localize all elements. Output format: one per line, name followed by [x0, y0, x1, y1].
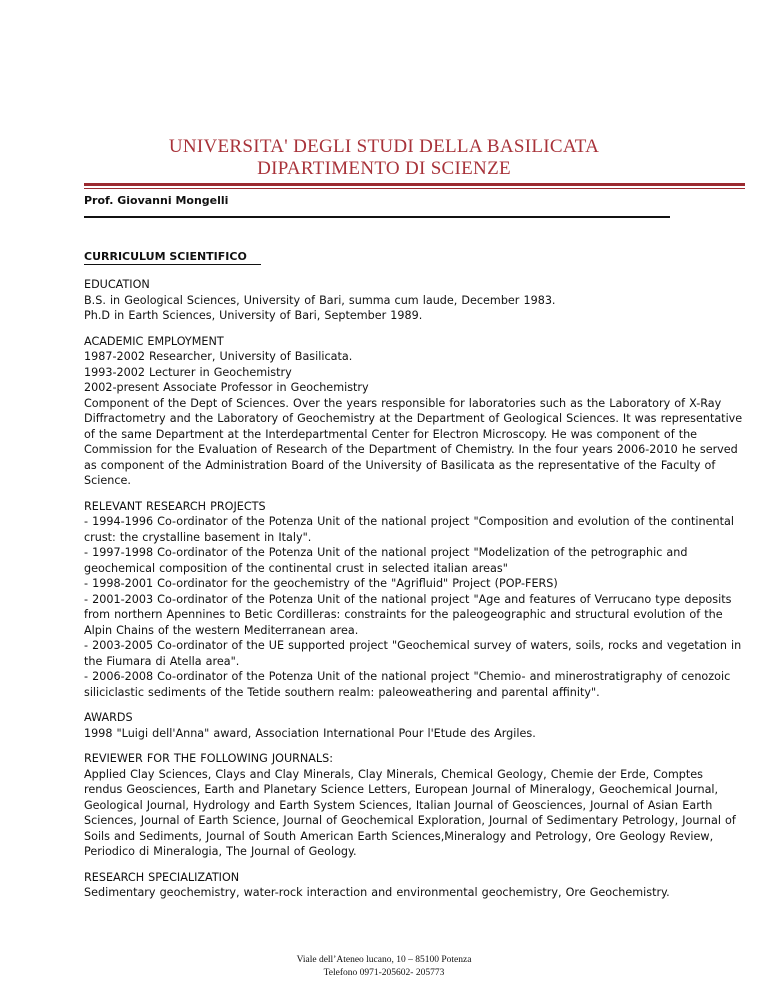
specialization-heading: RESEARCH SPECIALIZATION [84, 870, 240, 884]
education-heading: EDUCATION [84, 278, 150, 291]
project-item: - 1994-1996 Co-ordinator of the Potenza Unit of the national project "Composition and evolution of the continental crust: the crystalline basement in Italy". [84, 515, 734, 544]
author-name: Prof. Giovanni Mongelli [84, 194, 229, 207]
department-name: DIPARTIMENTO DI SCIENZE [257, 158, 511, 179]
award-line: 1998 "Luigi dell'Anna" award, Association International Pour l'Etude des Argiles. [84, 726, 536, 740]
section-title: CURRICULUM SCIENTIFICO [84, 250, 261, 265]
employment-heading: ACADEMIC EMPLOYMENT [84, 334, 224, 348]
employment-section [84, 334, 744, 489]
education-line: B.S. in Geological Sciences, University of Bari, summa cum laude, December 1983. [84, 293, 556, 307]
header-rule-thin [84, 188, 745, 189]
employment-line: 2002-present Associate Professor in Geochemistry [84, 381, 369, 394]
header-rule-thick [84, 183, 745, 186]
reviewer-heading: REVIEWER FOR THE FOLLOWING JOURNALS: [84, 752, 334, 765]
project-item: - 1998-2001 Co-ordinator for the geochemistry of the "Agrifluid" Project (POP-FERS) [84, 577, 558, 590]
footer-address: Viale dell’Ateneo lucano, 10 – 85100 Potenza [296, 955, 472, 965]
employment-line: 1987-2002 Researcher, University of Basilicata. [84, 350, 353, 363]
education-section [84, 277, 744, 324]
cv-content [84, 277, 744, 911]
project-item: - 2001-2003 Co-ordinator of the Potenza Unit of the national project "Age and features of Verrucano type deposits from northern Apennines to Betic Cordilleras: constraints for the paleogeographic and structural evolution of the Alpin Chains of the western Mediterranean area. [84, 592, 732, 637]
employment-paragraph: Component of the Dept of Sciences. Over the years responsible for laboratories such as the Laboratory of X-Ray Diffractometry and the Laboratory of Geochemistry at the Department of Geological Sciences. It was representative of the same Department at the Interdepartmental Center for Electron Microscopy. He was component of the Commission for the Evaluation of Research of the Department of Chemistry. In the four years 2006-2010 he served as component of the Administration Board of the University of Basilicata as the representative of the Faculty of Science. [84, 396, 743, 487]
projects-section [84, 499, 744, 701]
awards-section [84, 710, 744, 741]
footer-phone: Telefono 0971-205602- 205773 [323, 968, 445, 978]
awards-heading: AWARDS [84, 711, 133, 724]
reviewer-section [84, 751, 744, 860]
projects-heading: RELEVANT RESEARCH PROJECTS [84, 499, 266, 513]
author-rule [84, 216, 670, 218]
project-item: - 1997-1998 Co-ordinator of the Potenza Unit of the national project "Modelization of the petrographic and geochemical composition of the continental crust in selected italian areas" [84, 546, 688, 575]
specialization-section [84, 870, 744, 901]
specialization-text: Sedimentary geochemistry, water-rock interaction and environmental geochemistry, Ore Geochemistry. [84, 886, 670, 899]
project-item: - 2006-2008 Co-ordinator of the Potenza Unit of the national project "Chemio- and minerostratigraphy of cenozoic siliciclastic sediments of the Tetide southern realm: paleoweathering and parental affinity". [84, 670, 731, 699]
reviewer-journals: Applied Clay Sciences, Clays and Clay Minerals, Clay Minerals, Chemical Geology, Chemie der Erde, Comptes rendus Geosciences, Earth and Planetary Science Letters, European Journal of Mineralogy, Geochemical Journal, Geological Journal, Hydrology and Earth System Sciences, Italian Journal of Geosciences, Journal of Asian Earth Sciences, Journal of Earth Science, Journal of Geochemical Exploration, Journal of Sedimentary Petrology, Journal of Soils and Sediments, Journal of South American Earth Sciences,Mineralogy and Petrology, Ore Geology Review, Periodico di Mineralogia, The Journal of Geology. [84, 767, 736, 858]
project-item: - 2003-2005 Co-ordinator of the UE supported project "Geochemical survey of waters, soils, rocks and vegetation in the Fiumara di Atella area". [84, 639, 742, 668]
employment-line: 1993-2002 Lecturer in Geochemistry [84, 365, 292, 379]
education-line: Ph.D in Earth Sciences, University of Bari, September 1989. [84, 309, 423, 322]
university-name: UNIVERSITA' DEGLI STUDI DELLA BASILICATA [168, 136, 600, 157]
